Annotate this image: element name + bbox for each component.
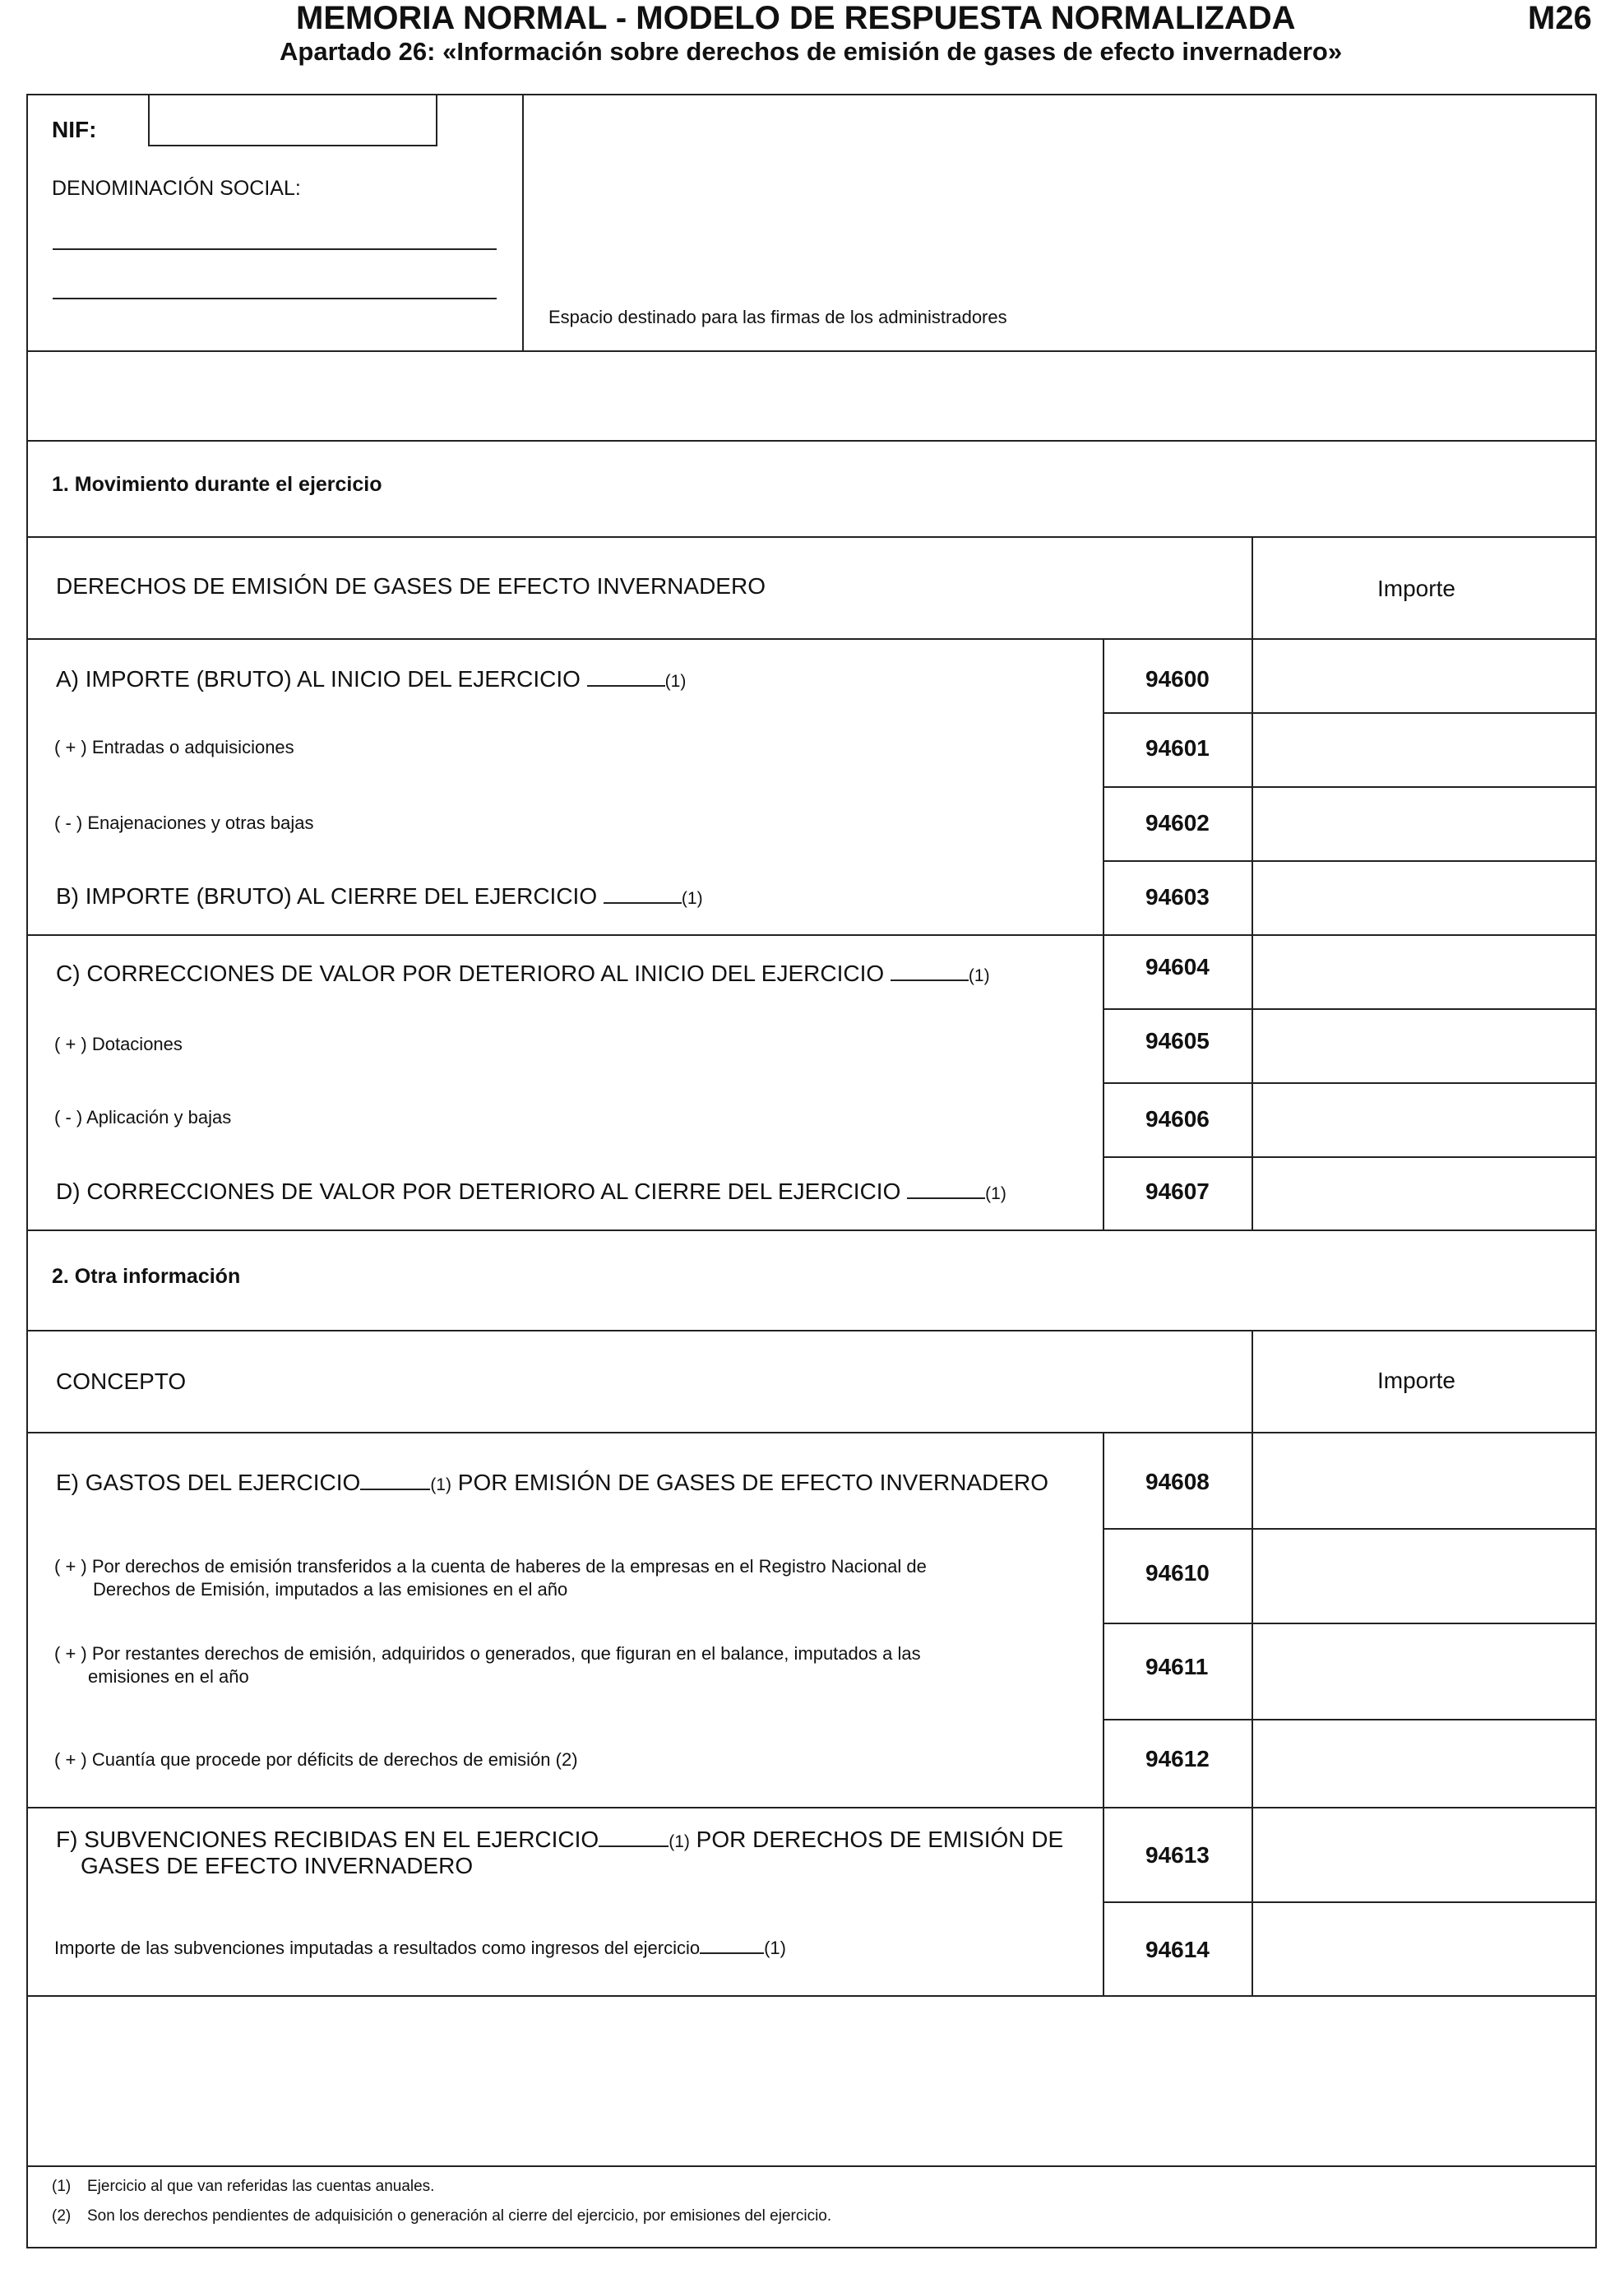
section2-col-concept: CONCEPTO bbox=[56, 1368, 187, 1394]
footnote-1-num: (1) bbox=[52, 2178, 72, 2195]
row-f-line1: F) SUBVENCIONES RECIBIDAS EN EL EJERCICIO (1) POR DERECHOS DE EMISIÓN DE bbox=[56, 1827, 1064, 1852]
row-d-amount[interactable] bbox=[1254, 1158, 1595, 1229]
nif-input[interactable] bbox=[148, 94, 437, 146]
row-c-year-blank[interactable] bbox=[891, 961, 969, 981]
row-aplicacion-amount[interactable] bbox=[1254, 1084, 1595, 1155]
row-restantes-line1: ( + ) Por restantes derechos de emisión, adquiridos o generados, que figuran en el balance, imputados a las bbox=[54, 1643, 921, 1664]
section2-col-amount: Importe bbox=[1377, 1368, 1455, 1393]
row-f-year-blank[interactable] bbox=[599, 1827, 669, 1847]
divider-5 bbox=[26, 1229, 1597, 1231]
row-c-amount[interactable] bbox=[1254, 936, 1595, 1007]
section2-code-right-border bbox=[1252, 1432, 1253, 1995]
row-entradas-label: ( + ) Entradas o adquisiciones bbox=[54, 737, 294, 757]
denominacion-line-2[interactable] bbox=[53, 298, 497, 299]
row-f-line2: GASES DE EFECTO INVERNADERO bbox=[81, 1853, 474, 1878]
row-enajenaciones-label: ( - ) Enajenaciones y otras bajas bbox=[54, 813, 314, 833]
identification-divider bbox=[522, 94, 524, 351]
row-enajenaciones-amount[interactable] bbox=[1254, 788, 1595, 859]
section1-header-divider bbox=[1252, 536, 1253, 639]
section1-col-concept: DERECHOS DE EMISIÓN DE GASES DE EFECTO INVERNADERO bbox=[56, 573, 766, 599]
form-code: M26 bbox=[1528, 0, 1592, 36]
footnote-2-text: Son los derechos pendientes de adquisición o generación al cierre del ejercicio, por emisiones del ejercicio. bbox=[87, 2207, 832, 2225]
row-d-code: 94607 bbox=[1145, 1179, 1210, 1204]
divider-9 bbox=[26, 2165, 1597, 2167]
row-b-year-blank[interactable] bbox=[604, 884, 682, 904]
row-entradas-amount[interactable] bbox=[1254, 714, 1595, 785]
row-b-code: 94603 bbox=[1145, 884, 1210, 910]
row-e-code: 94608 bbox=[1145, 1469, 1210, 1494]
form-subtitle: Apartado 26: «Información sobre derechos de emisión de gases de efecto invernadero» bbox=[280, 37, 1343, 66]
row-subvenciones-imputadas-amount[interactable] bbox=[1254, 1903, 1595, 1994]
section1-title: 1. Movimiento durante el ejercicio bbox=[52, 473, 382, 496]
footnote-2-num: (2) bbox=[52, 2207, 72, 2225]
section1-col-amount: Importe bbox=[1377, 576, 1455, 601]
firmas-label: Espacio destinado para las firmas de los administradores bbox=[548, 307, 1007, 327]
row-d-label: D) CORRECCIONES DE VALOR POR DETERIORO AL CIERRE DEL EJERCICIO (1) bbox=[56, 1179, 1006, 1204]
section2-header-divider bbox=[1252, 1330, 1253, 1433]
row-transferidos-line1: ( + ) Por derechos de emisión transferidos a la cuenta de haberes de la empresas en el Registro Nacional de bbox=[54, 1556, 927, 1577]
row-transferidos-line2: Derechos de Emisión, imputados a las emisiones en el año bbox=[93, 1579, 568, 1600]
row-f-amount[interactable] bbox=[1254, 1808, 1595, 1900]
row-e-year-blank[interactable] bbox=[360, 1470, 430, 1490]
row-enajenaciones-code: 94602 bbox=[1145, 810, 1210, 836]
row-deficits-label: ( + ) Cuantía que procede por déficits de derechos de emisión (2) bbox=[54, 1749, 578, 1770]
divider-2 bbox=[26, 440, 1597, 442]
section2-title: 2. Otra información bbox=[52, 1265, 241, 1288]
denominacion-label: DENOMINACIÓN SOCIAL: bbox=[52, 177, 301, 200]
row-restantes-amount[interactable] bbox=[1254, 1624, 1595, 1717]
row-a-label: A) IMPORTE (BRUTO) AL INICIO DEL EJERCICIO (1) bbox=[56, 666, 687, 692]
row-dotaciones-amount[interactable] bbox=[1254, 1010, 1595, 1081]
row-c-label: C) CORRECCIONES DE VALOR POR DETERIORO AL INICIO DEL EJERCICIO (1) bbox=[56, 961, 990, 986]
row-restantes-code: 94611 bbox=[1145, 1654, 1209, 1679]
row-deficits-amount[interactable] bbox=[1254, 1720, 1595, 1805]
row-a-amount[interactable] bbox=[1254, 640, 1595, 711]
section2-code-left-border bbox=[1103, 1432, 1104, 1995]
row-c-code: 94604 bbox=[1145, 954, 1210, 979]
row-dotaciones-code: 94605 bbox=[1145, 1028, 1210, 1054]
blank-band-2[interactable] bbox=[28, 1997, 1595, 2164]
divider-3 bbox=[26, 536, 1597, 538]
row-transferidos-amount[interactable] bbox=[1254, 1530, 1595, 1621]
row-a-code: 94600 bbox=[1145, 666, 1210, 692]
row-restantes-line2: emisiones en el año bbox=[88, 1666, 249, 1687]
row-b-amount[interactable] bbox=[1254, 862, 1595, 933]
row-b-label: B) IMPORTE (BRUTO) AL CIERRE DEL EJERCICIO (1) bbox=[56, 883, 703, 909]
row-a-year-blank[interactable] bbox=[587, 667, 665, 687]
row-dotaciones-label: ( + ) Dotaciones bbox=[54, 1034, 183, 1054]
blank-band-1[interactable] bbox=[28, 352, 1595, 439]
row-e-amount[interactable] bbox=[1254, 1433, 1595, 1526]
row-subvenciones-year-blank[interactable] bbox=[700, 1938, 764, 1954]
row-f-code: 94613 bbox=[1145, 1842, 1210, 1868]
footnote-1-text: Ejercicio al que van referidas las cuentas anuales. bbox=[87, 2178, 435, 2195]
form-title: MEMORIA NORMAL - MODELO DE RESPUESTA NORMALIZADA bbox=[296, 0, 1296, 36]
row-aplicacion-label: ( - ) Aplicación y bajas bbox=[54, 1107, 232, 1128]
row-d-year-blank[interactable] bbox=[907, 1179, 985, 1199]
row-entradas-code: 94601 bbox=[1145, 735, 1210, 761]
divider-6 bbox=[26, 1330, 1597, 1331]
row-subvenciones-imputadas-label: Importe de las subvenciones imputadas a resultados como ingresos del ejercicio (1) bbox=[54, 1938, 786, 1958]
denominacion-line-1[interactable] bbox=[53, 248, 497, 250]
signature-area[interactable] bbox=[526, 95, 1595, 349]
row-e-label: E) GASTOS DEL EJERCICIO (1) POR EMISIÓN DE GASES DE EFECTO INVERNADERO bbox=[56, 1470, 1049, 1495]
row-aplicacion-code: 94606 bbox=[1145, 1106, 1210, 1132]
row-deficits-code: 94612 bbox=[1145, 1746, 1210, 1771]
row-transferidos-code: 94610 bbox=[1145, 1560, 1210, 1586]
row-subvenciones-imputadas-code: 94614 bbox=[1145, 1937, 1210, 1962]
nif-label: NIF: bbox=[52, 117, 97, 142]
